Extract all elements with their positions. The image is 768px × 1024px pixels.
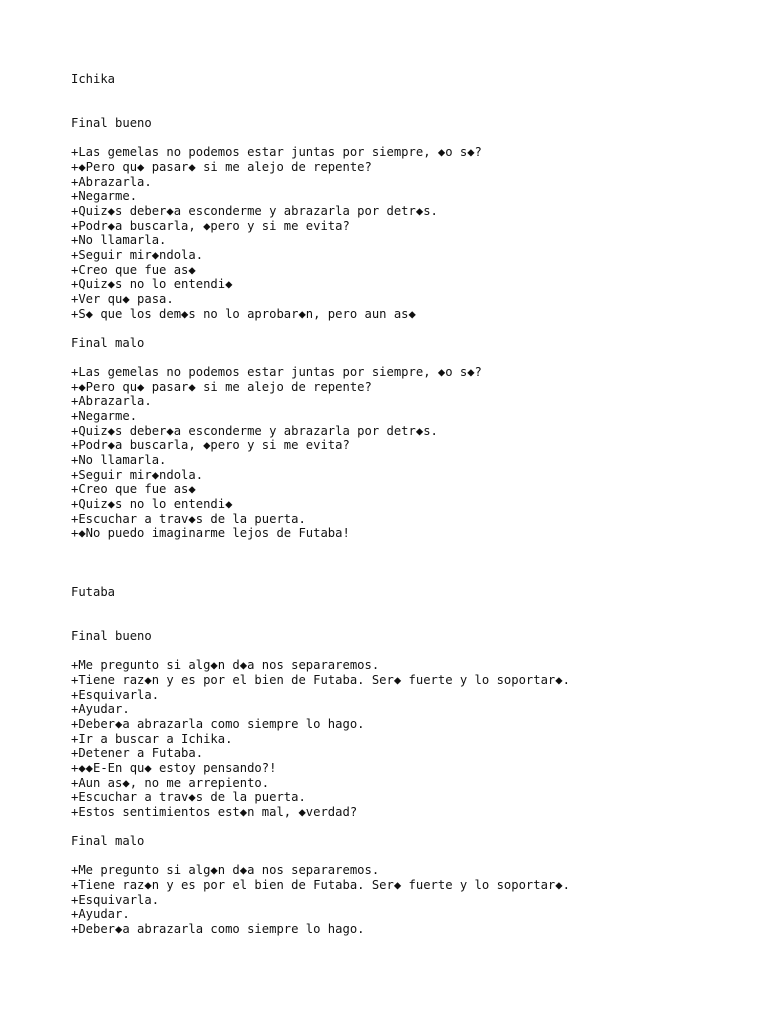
text-line: +◆No puedo imaginarme lejos de Futaba! — [71, 526, 350, 541]
text-line: +Quiz◆s no lo entendi◆ — [71, 277, 233, 292]
text-line: +No llamarla. — [71, 233, 167, 248]
text-line: +Escuchar a trav◆s de la puerta. — [71, 511, 306, 526]
text-line: +Detener a Futaba. — [71, 746, 204, 761]
text-line: +Podr◆a buscarla, ◆pero y si me evita? — [71, 218, 350, 233]
text-line: +Aun as◆, no me arrepiento. — [71, 775, 270, 790]
text-line: +S◆ que los dem◆s no lo aprobar◆n, pero aun as◆ — [71, 306, 416, 321]
text-line: +Quiz◆s no lo entendi◆ — [71, 497, 233, 512]
text-line: +◆Pero qu◆ pasar◆ si me alejo de repente? — [71, 159, 372, 174]
ending-heading-ichika-good: Final bueno — [71, 115, 152, 130]
character-heading-ichika: Ichika — [71, 72, 116, 86]
text-line: +Ayudar. — [71, 702, 130, 717]
text-line: +Creo que fue as◆ — [71, 262, 196, 277]
text-line: +Quiz◆s deber◆a esconderme y abrazarla por detr◆s. — [71, 423, 438, 438]
ending-lines-ichika-bad — [71, 365, 751, 541]
text-line: +Creo que fue as◆ — [71, 482, 196, 497]
text-line: +Deber◆a abrazarla como siempre lo hago. — [71, 922, 365, 937]
text-line: +Abrazarla. — [71, 394, 152, 409]
text-line: +Me pregunto si alg◆n d◆a nos separaremos. — [71, 863, 380, 878]
text-line: +Podr◆a buscarla, ◆pero y si me evita? — [71, 438, 350, 453]
text-line: +Ir a buscar a Ichika. — [71, 731, 233, 746]
text-line: +◆◆E-En qu◆ estoy pensando?! — [71, 760, 277, 775]
text-line: +Me pregunto si alg◆n d◆a nos separaremos. — [71, 658, 380, 673]
text-line: +Las gemelas no podemos estar juntas por siempre, ◆o s◆? — [71, 365, 482, 380]
text-line: +Deber◆a abrazarla como siempre lo hago. — [71, 716, 365, 731]
text-line: +Ayudar. — [71, 907, 130, 922]
text-line: +◆Pero qu◆ pasar◆ si me alejo de repente? — [71, 379, 372, 394]
text-line: +Tiene raz◆n y es por el bien de Futaba. Ser◆ fuerte y lo soportar◆. — [71, 878, 570, 893]
text-line: +No llamarla. — [71, 453, 167, 468]
text-line: +Las gemelas no podemos estar juntas por siempre, ◆o s◆? — [71, 145, 482, 160]
text-line: +Abrazarla. — [71, 174, 152, 189]
text-line: +Negarme. — [71, 189, 138, 204]
text-line: +Quiz◆s deber◆a esconderme y abrazarla por detr◆s. — [71, 203, 438, 218]
document-page — [71, 72, 751, 937]
text-line: +Negarme. — [71, 409, 138, 424]
character-heading-futaba: Futaba — [71, 584, 116, 599]
text-line: +Seguir mir◆ndola. — [71, 467, 204, 482]
text-line: +Esquivarla. — [71, 892, 160, 907]
ending-heading-futaba-bad: Final malo — [71, 834, 145, 849]
ending-heading-ichika-bad: Final malo — [71, 335, 145, 350]
ending-lines-futaba-good — [71, 658, 751, 819]
text-line: +Estos sentimientos est◆n mal, ◆verdad? — [71, 804, 358, 819]
text-line: +Seguir mir◆ndola. — [71, 247, 204, 262]
ending-lines-futaba-bad — [71, 863, 751, 936]
ending-lines-ichika-good — [71, 145, 751, 321]
text-line: +Tiene raz◆n y es por el bien de Futaba. Ser◆ fuerte y lo soportar◆. — [71, 672, 570, 687]
text-line: +Ver qu◆ pasa. — [71, 291, 174, 306]
text-line: +Escuchar a trav◆s de la puerta. — [71, 790, 306, 805]
text-line: +Esquivarla. — [71, 687, 160, 702]
ending-heading-futaba-good: Final bueno — [71, 628, 152, 643]
